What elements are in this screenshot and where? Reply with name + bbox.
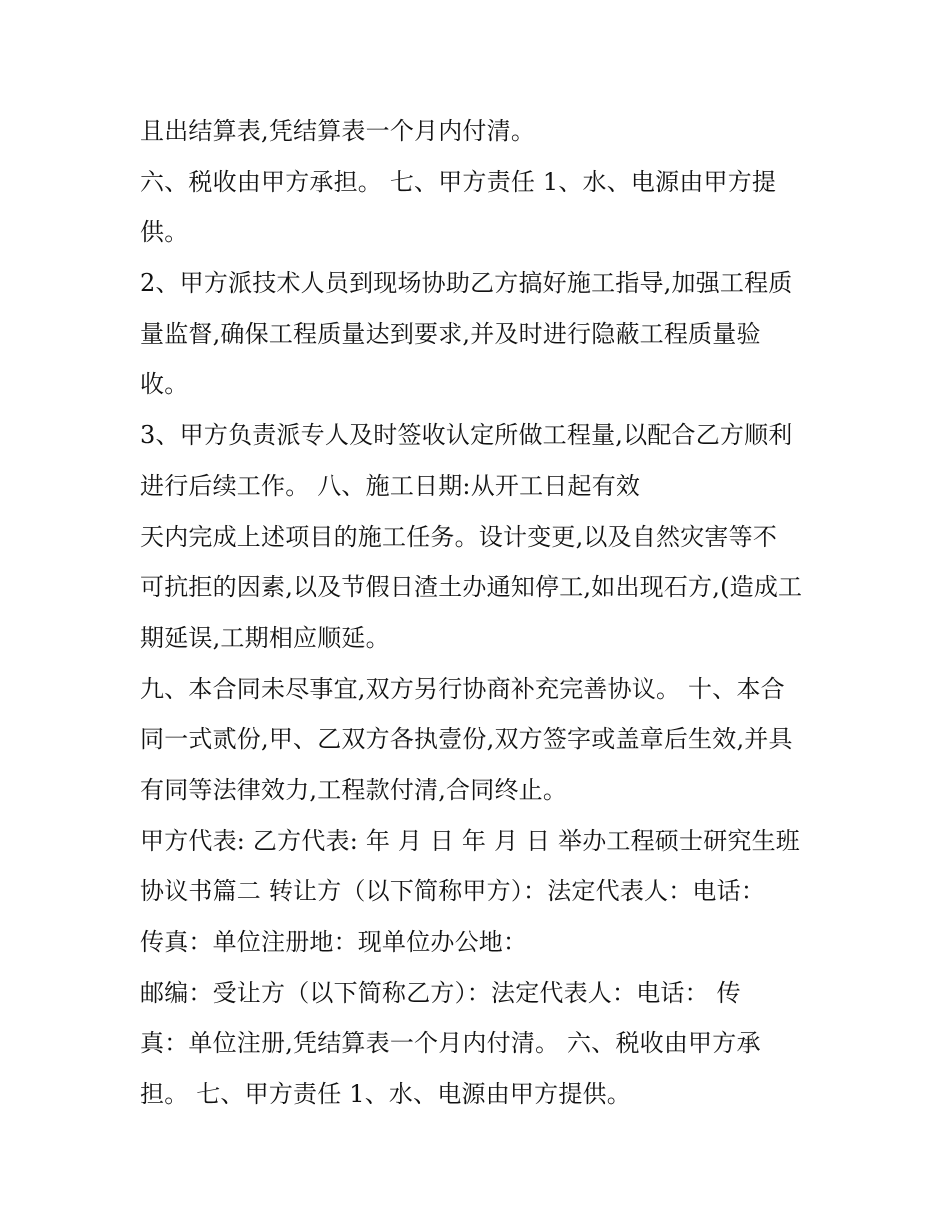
text-line: 供。 bbox=[140, 218, 189, 247]
text-line: 量监督,确保工程质量达到要求,并及时进行隐蔽工程质量验 bbox=[140, 319, 761, 348]
text-line: 2、甲方派技术人员到现场协助乙方搞好施工指导,加强工程质 bbox=[140, 269, 793, 298]
text-line: 传真：单位注册地：现单位办公地： bbox=[140, 928, 528, 956]
text-line: 期延误,工期相应顺延。 bbox=[140, 623, 390, 652]
text-line: 真：单位注册,凭结算表一个月内付清。 六、税收由甲方承 bbox=[140, 1029, 761, 1058]
text-line: 同一式贰份,甲、乙双方各执壹份,双方签字或盖章后生效,并具 bbox=[140, 725, 793, 754]
text-line: 协议书篇二 转让方（以下简称甲方）：法定代表人：电话： bbox=[140, 877, 766, 906]
text-line: 有同等法律效力,工程款付清,合同终止。 bbox=[140, 775, 568, 804]
text-line: 收。 bbox=[140, 370, 189, 399]
text-line: 进行后续工作。 八、施工日期:从开工日起有效 bbox=[140, 471, 641, 500]
text-line: 3、甲方负责派专人及时签收认定所做工程量,以配合乙方顺利 bbox=[140, 421, 793, 450]
text-line: 邮编：受让方（以下简称乙方）：法定代表人：电话： 传 bbox=[140, 978, 741, 1007]
text-line: 天内完成上述项目的施工任务。设计变更,以及自然灾害等不 bbox=[140, 522, 778, 551]
text-line: 甲方代表: 乙方代表: 年 月 日 年 月 日 举办工程硕士研究生班 bbox=[140, 826, 801, 855]
body-text bbox=[140, 108, 830, 1122]
text-line: 九、本合同未尽事宜,双方另行协商补充完善协议。 十、本合 bbox=[140, 674, 785, 703]
text-line: 六、税收由甲方承担。 七、甲方责任 1、水、电源由甲方提 bbox=[140, 167, 777, 196]
text-line: 且出结算表,凭结算表一个月内付清。 bbox=[140, 117, 536, 145]
text-line: 可抗拒的因素,以及节假日渣土办通知停工,如出现石方,(造成工 bbox=[140, 573, 803, 602]
text-line: 担。 七、甲方责任 1、水、电源由甲方提供。 bbox=[140, 1080, 631, 1109]
